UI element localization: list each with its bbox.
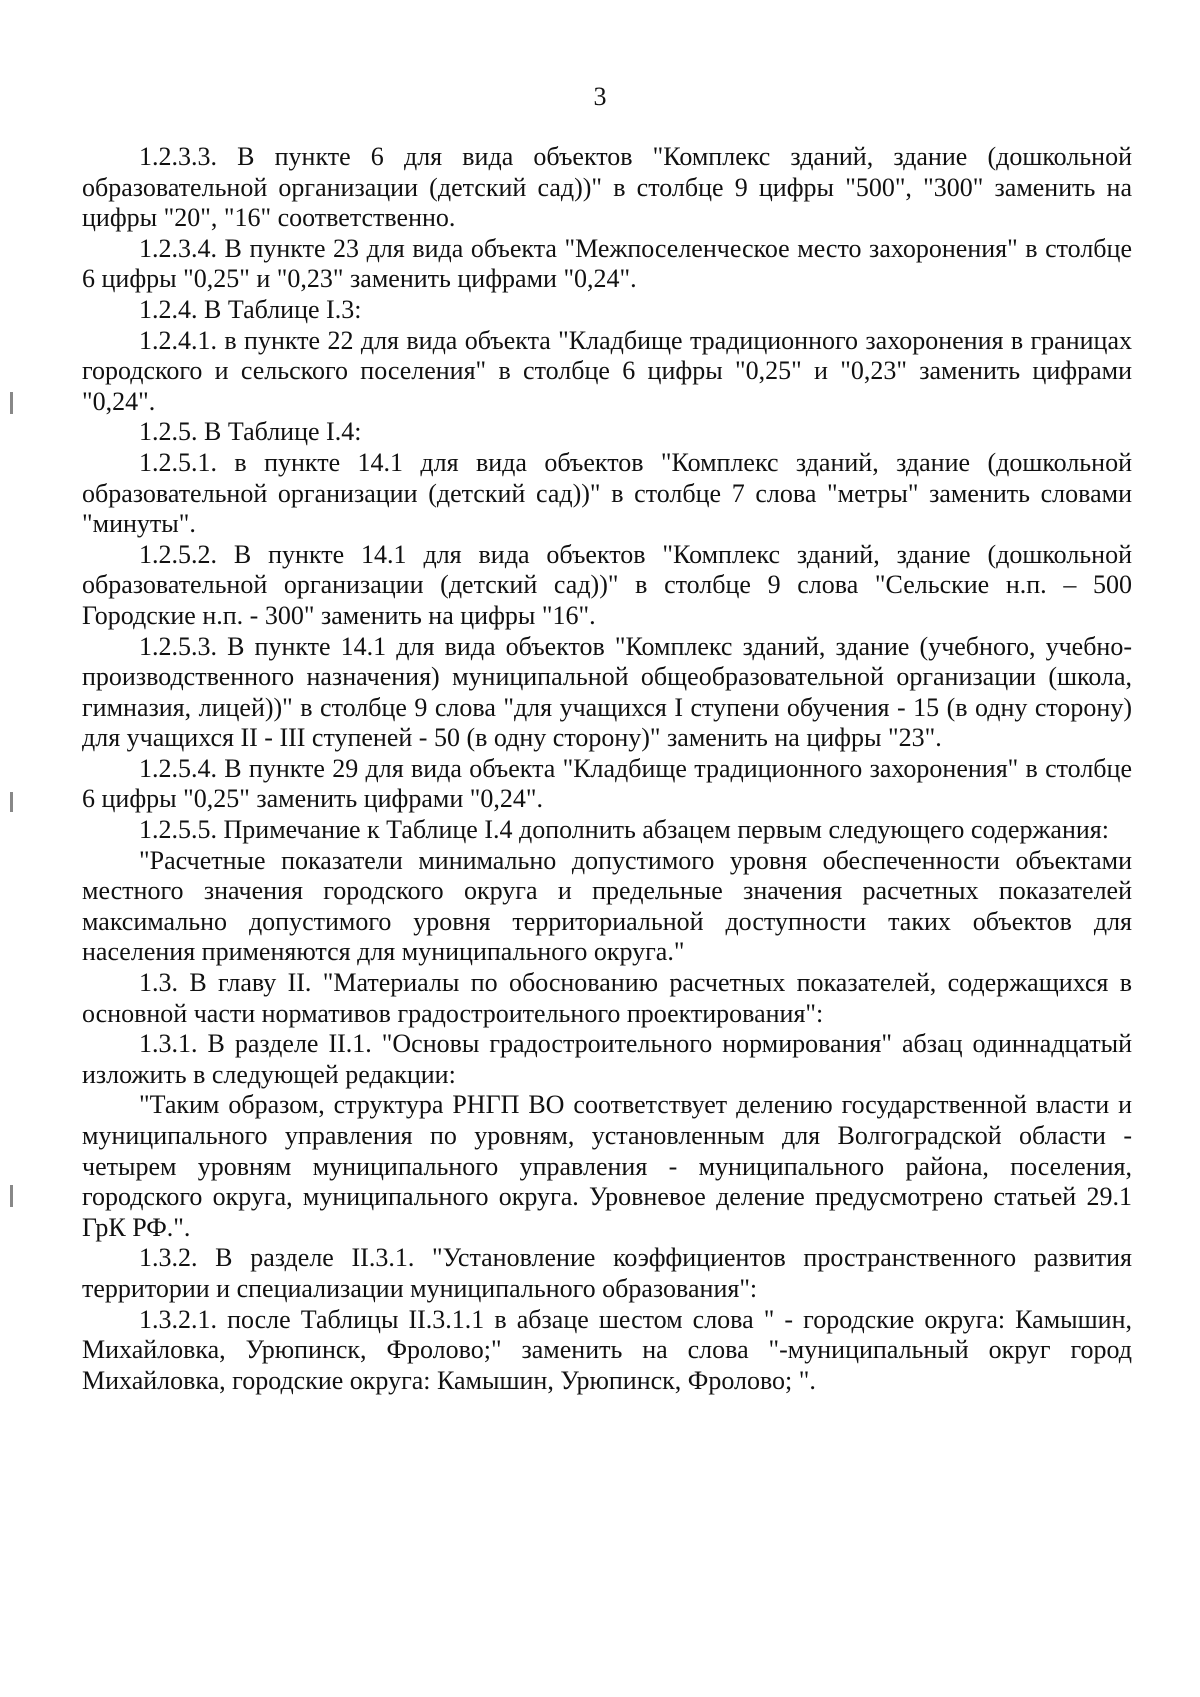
- page-number: 3: [593, 82, 607, 111]
- quoted-new-edition-text: "Таким образом, структура РНГП ВО соответствует делению государственной власти и муниципального управления по уровням, установленным для Волгоградской области - четырем уровням муниципального управления - муниципального района, поселения, городского округа, муниципального округа. Уровневое деление предусмотрено статьей 29.1 ГрК РФ.".: [82, 1090, 1132, 1242]
- paragraph-1-3-2: 1.3.2. В разделе II.3.1. "Установление коэффициентов пространственного развития территории и специализации муниципального образования":: [82, 1243, 1132, 1303]
- paragraph-1-2-5-3: 1.2.5.3. В пункте 14.1 для вида объектов "Комплекс зданий, здание (учебного, учебно-производственного назначения) муниципальной общеобразовательной организации (школа, гимназия, лицей))" в столбце 9 слова "для учащихся I ступени обучения - 15 (в одну сторону) для учащихся II - III ступеней - 50 (в одну сторону)" заменить на цифры "23".: [82, 631, 1132, 753]
- paragraph-1-2-3-4: 1.2.3.4. В пункте 23 для вида объекта "Межпоселенческое место захоронения" в столбце 6 цифры "0,25" и "0,23" заменить цифрами "0,24".: [82, 233, 1132, 294]
- scan-mark: [10, 792, 13, 812]
- paragraph-1-3-2-1: 1.3.2.1. после Таблицы II.3.1.1 в абзаце шестом слова " - городские округа: Камышин, Михайловка, Урюпинск, Фролово;" заменить на слова "-муниципальный округ город Михайловка, городские округа: Камышин, Урюпинск, Фролово; ".: [82, 1304, 1132, 1395]
- paragraph-1-2-4-1: 1.2.4.1. в пункте 22 для вида объекта "Кладбище традиционного захоронения в границах городского и сельского поселения" в столбце 6 цифры "0,25" и "0,23" заменить цифрами "0,24".: [82, 325, 1132, 416]
- scan-mark: [10, 392, 13, 414]
- paragraph-1-2-4: 1.2.4. В Таблице I.3:: [139, 294, 362, 324]
- paragraph-1-2-5-4: 1.2.5.4. В пункте 29 для вида объекта "Кладбище традиционного захоронения" в столбце 6 цифры "0,25" заменить цифрами "0,24".: [82, 753, 1132, 814]
- scan-mark: [10, 1185, 13, 1207]
- quoted-note-text: "Расчетные показатели минимально допустимого уровня обеспеченности объектами местного значения городского округа и предельные значения расчетных показателей максимально допустимого уровня территориальной доступности таких объектов для населения применяются для муниципального округа.": [82, 845, 1132, 967]
- paragraph-1-2-3-3: 1.2.3.3. В пункте 6 для вида объектов "Комплекс зданий, здание (дошкольной образовательной организации (детский сад))" в столбце 9 цифры "500", "300" заменить на цифры "20", "16" соответственно.: [82, 142, 1132, 233]
- paragraph-1-2-5-5: 1.2.5.5. Примечание к Таблице I.4 дополнить абзацем первым следующего содержания:: [139, 815, 1109, 845]
- paragraph-1-3: 1.3. В главу II. "Материалы по обоснованию расчетных показателей, содержащихся в основной части нормативов градостроительного проектирования":: [82, 968, 1132, 1028]
- paragraph-1-2-5: 1.2.5. В Таблице I.4:: [139, 417, 362, 447]
- paragraph-1-3-1: 1.3.1. В разделе II.1. "Основы градостроительного нормирования" абзац одиннадцатый изложить в следующей редакции:: [82, 1029, 1132, 1089]
- paragraph-1-2-5-1: 1.2.5.1. в пункте 14.1 для вида объектов "Комплекс зданий, здание (дошкольной образовательной организации (детский сад))" в столбце 7 слова "метры" заменить словами "минуты".: [82, 447, 1132, 539]
- document-body: [82, 142, 1132, 1396]
- paragraph-1-2-5-2: 1.2.5.2. В пункте 14.1 для вида объектов "Комплекс зданий, здание (дошкольной образовательной организации (детский сад))" в столбце 9 слова "Сельские н.п. – 500 Городские н.п. - 300" заменить на цифры "16".: [82, 539, 1132, 630]
